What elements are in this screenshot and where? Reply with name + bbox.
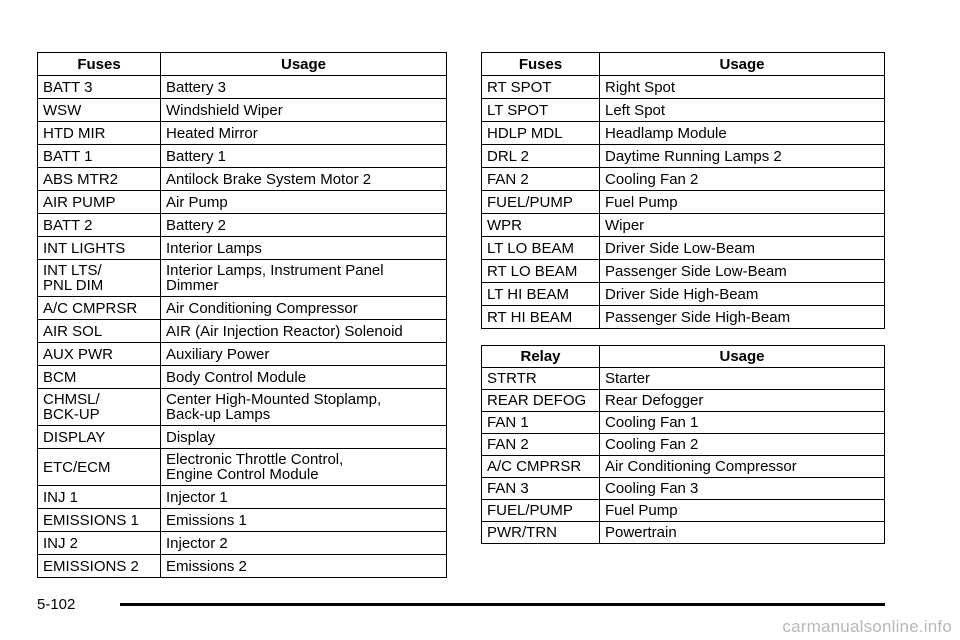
table-row <box>38 122 447 145</box>
cell-usage: Daytime Running Lamps 2 <box>600 145 885 168</box>
cell-usage: Heated Mirror <box>161 122 447 145</box>
cell-usage: Emissions 1 <box>161 509 447 532</box>
column-header-usage: Usage <box>600 346 885 368</box>
table-row <box>38 191 447 214</box>
table-row <box>482 122 885 145</box>
table-row <box>482 76 885 99</box>
cell-usage: Body Control Module <box>161 366 447 389</box>
cell-usage: Left Spot <box>600 99 885 122</box>
table-row <box>38 214 447 237</box>
cell-usage: Passenger Side Low-Beam <box>600 260 885 283</box>
cell-usage: Powertrain <box>600 522 885 544</box>
cell-usage: Antilock Brake System Motor 2 <box>161 168 447 191</box>
relay-table <box>481 345 885 544</box>
cell-usage: Right Spot <box>600 76 885 99</box>
cell-name: ABS MTR2 <box>38 168 161 191</box>
column-header-name: Relay <box>482 346 600 368</box>
cell-usage: Cooling Fan 2 <box>600 168 885 191</box>
cell-name: CHMSL/ BCK-UP <box>38 389 161 426</box>
cell-name: AUX PWR <box>38 343 161 366</box>
cell-name: WSW <box>38 99 161 122</box>
watermark: carmanualsonline.info <box>782 617 952 636</box>
cell-name: A/C CMPRSR <box>38 297 161 320</box>
cell-usage: Rear Defogger <box>600 390 885 412</box>
table-row <box>38 532 447 555</box>
cell-usage: Battery 2 <box>161 214 447 237</box>
cell-usage: Cooling Fan 2 <box>600 434 885 456</box>
table-row <box>38 509 447 532</box>
cell-name: INT LIGHTS <box>38 237 161 260</box>
cell-name: RT SPOT <box>482 76 600 99</box>
table-row <box>38 555 447 578</box>
cell-name: LT LO BEAM <box>482 237 600 260</box>
table-row <box>38 389 447 426</box>
cell-usage: Air Pump <box>161 191 447 214</box>
cell-usage: Windshield Wiper <box>161 99 447 122</box>
table-row <box>38 260 447 297</box>
page-number: 5-102 <box>37 596 76 613</box>
cell-usage: Auxiliary Power <box>161 343 447 366</box>
cell-usage: Headlamp Module <box>600 122 885 145</box>
cell-name: EMISSIONS 2 <box>38 555 161 578</box>
table-header-row <box>482 53 885 76</box>
fuses-table-right <box>481 52 885 329</box>
column-header-name: Fuses <box>38 53 161 76</box>
table-row <box>482 214 885 237</box>
table-row <box>38 76 447 99</box>
table-row <box>482 145 885 168</box>
cell-usage: Air Conditioning Compressor <box>161 297 447 320</box>
cell-usage: Display <box>161 426 447 449</box>
table-row <box>38 343 447 366</box>
cell-usage: Emissions 2 <box>161 555 447 578</box>
cell-name: HTD MIR <box>38 122 161 145</box>
cell-name: FAN 1 <box>482 412 600 434</box>
cell-usage: AIR (Air Injection Reactor) Solenoid <box>161 320 447 343</box>
footer-rule <box>120 603 885 606</box>
cell-usage: Fuel Pump <box>600 191 885 214</box>
cell-name: BATT 3 <box>38 76 161 99</box>
cell-name: RT HI BEAM <box>482 306 600 329</box>
cell-name: A/C CMPRSR <box>482 456 600 478</box>
table-row <box>482 168 885 191</box>
cell-name: FUEL/PUMP <box>482 191 600 214</box>
cell-usage: Injector 2 <box>161 532 447 555</box>
cell-usage: Interior Lamps, Instrument Panel Dimmer <box>161 260 447 297</box>
cell-name: BCM <box>38 366 161 389</box>
table-row <box>38 168 447 191</box>
cell-name: INJ 1 <box>38 486 161 509</box>
cell-name: DRL 2 <box>482 145 600 168</box>
table-row <box>38 320 447 343</box>
cell-usage: Center High-Mounted Stoplamp, Back-up Lamps <box>161 389 447 426</box>
table-row <box>482 306 885 329</box>
column-header-usage: Usage <box>600 53 885 76</box>
cell-name: BATT 1 <box>38 145 161 168</box>
cell-name: FAN 3 <box>482 478 600 500</box>
table-row <box>482 191 885 214</box>
cell-usage: Cooling Fan 3 <box>600 478 885 500</box>
cell-usage: Interior Lamps <box>161 237 447 260</box>
cell-name: FAN 2 <box>482 168 600 191</box>
table-row <box>482 237 885 260</box>
cell-name: AIR SOL <box>38 320 161 343</box>
table-header-row <box>482 346 885 368</box>
table-row <box>38 145 447 168</box>
table-row <box>482 412 885 434</box>
cell-name: LT SPOT <box>482 99 600 122</box>
cell-name: HDLP MDL <box>482 122 600 145</box>
cell-name: RT LO BEAM <box>482 260 600 283</box>
cell-usage: Cooling Fan 1 <box>600 412 885 434</box>
cell-name: AIR PUMP <box>38 191 161 214</box>
cell-name: LT HI BEAM <box>482 283 600 306</box>
table-row <box>482 500 885 522</box>
table-row <box>482 368 885 390</box>
cell-usage: Driver Side High-Beam <box>600 283 885 306</box>
cell-name: WPR <box>482 214 600 237</box>
table-row <box>482 260 885 283</box>
cell-usage: Battery 1 <box>161 145 447 168</box>
table-row <box>38 297 447 320</box>
table-row <box>38 99 447 122</box>
cell-usage: Driver Side Low-Beam <box>600 237 885 260</box>
cell-usage: Injector 1 <box>161 486 447 509</box>
cell-usage: Starter <box>600 368 885 390</box>
table-row <box>482 390 885 412</box>
cell-name: BATT 2 <box>38 214 161 237</box>
table-row <box>482 456 885 478</box>
cell-name: STRTR <box>482 368 600 390</box>
table-row <box>482 522 885 544</box>
cell-name: DISPLAY <box>38 426 161 449</box>
cell-usage: Air Conditioning Compressor <box>600 456 885 478</box>
cell-name: FAN 2 <box>482 434 600 456</box>
cell-usage: Battery 3 <box>161 76 447 99</box>
table-row <box>38 426 447 449</box>
table-row <box>38 366 447 389</box>
table-row <box>482 283 885 306</box>
table-row <box>482 478 885 500</box>
cell-usage: Passenger Side High-Beam <box>600 306 885 329</box>
column-header-usage: Usage <box>161 53 447 76</box>
cell-usage: Electronic Throttle Control, Engine Control Module <box>161 449 447 486</box>
table-header-row <box>38 53 447 76</box>
table-row <box>38 486 447 509</box>
table-row <box>482 99 885 122</box>
cell-name: ETC/ECM <box>38 449 161 486</box>
cell-usage: Fuel Pump <box>600 500 885 522</box>
cell-name: REAR DEFOG <box>482 390 600 412</box>
cell-name: INT LTS/ PNL DIM <box>38 260 161 297</box>
table-row <box>38 449 447 486</box>
cell-name: FUEL/PUMP <box>482 500 600 522</box>
fuses-table-left <box>37 52 447 578</box>
table-row <box>38 237 447 260</box>
cell-name: EMISSIONS 1 <box>38 509 161 532</box>
table-row <box>482 434 885 456</box>
column-header-name: Fuses <box>482 53 600 76</box>
cell-usage: Wiper <box>600 214 885 237</box>
cell-name: PWR/TRN <box>482 522 600 544</box>
cell-name: INJ 2 <box>38 532 161 555</box>
